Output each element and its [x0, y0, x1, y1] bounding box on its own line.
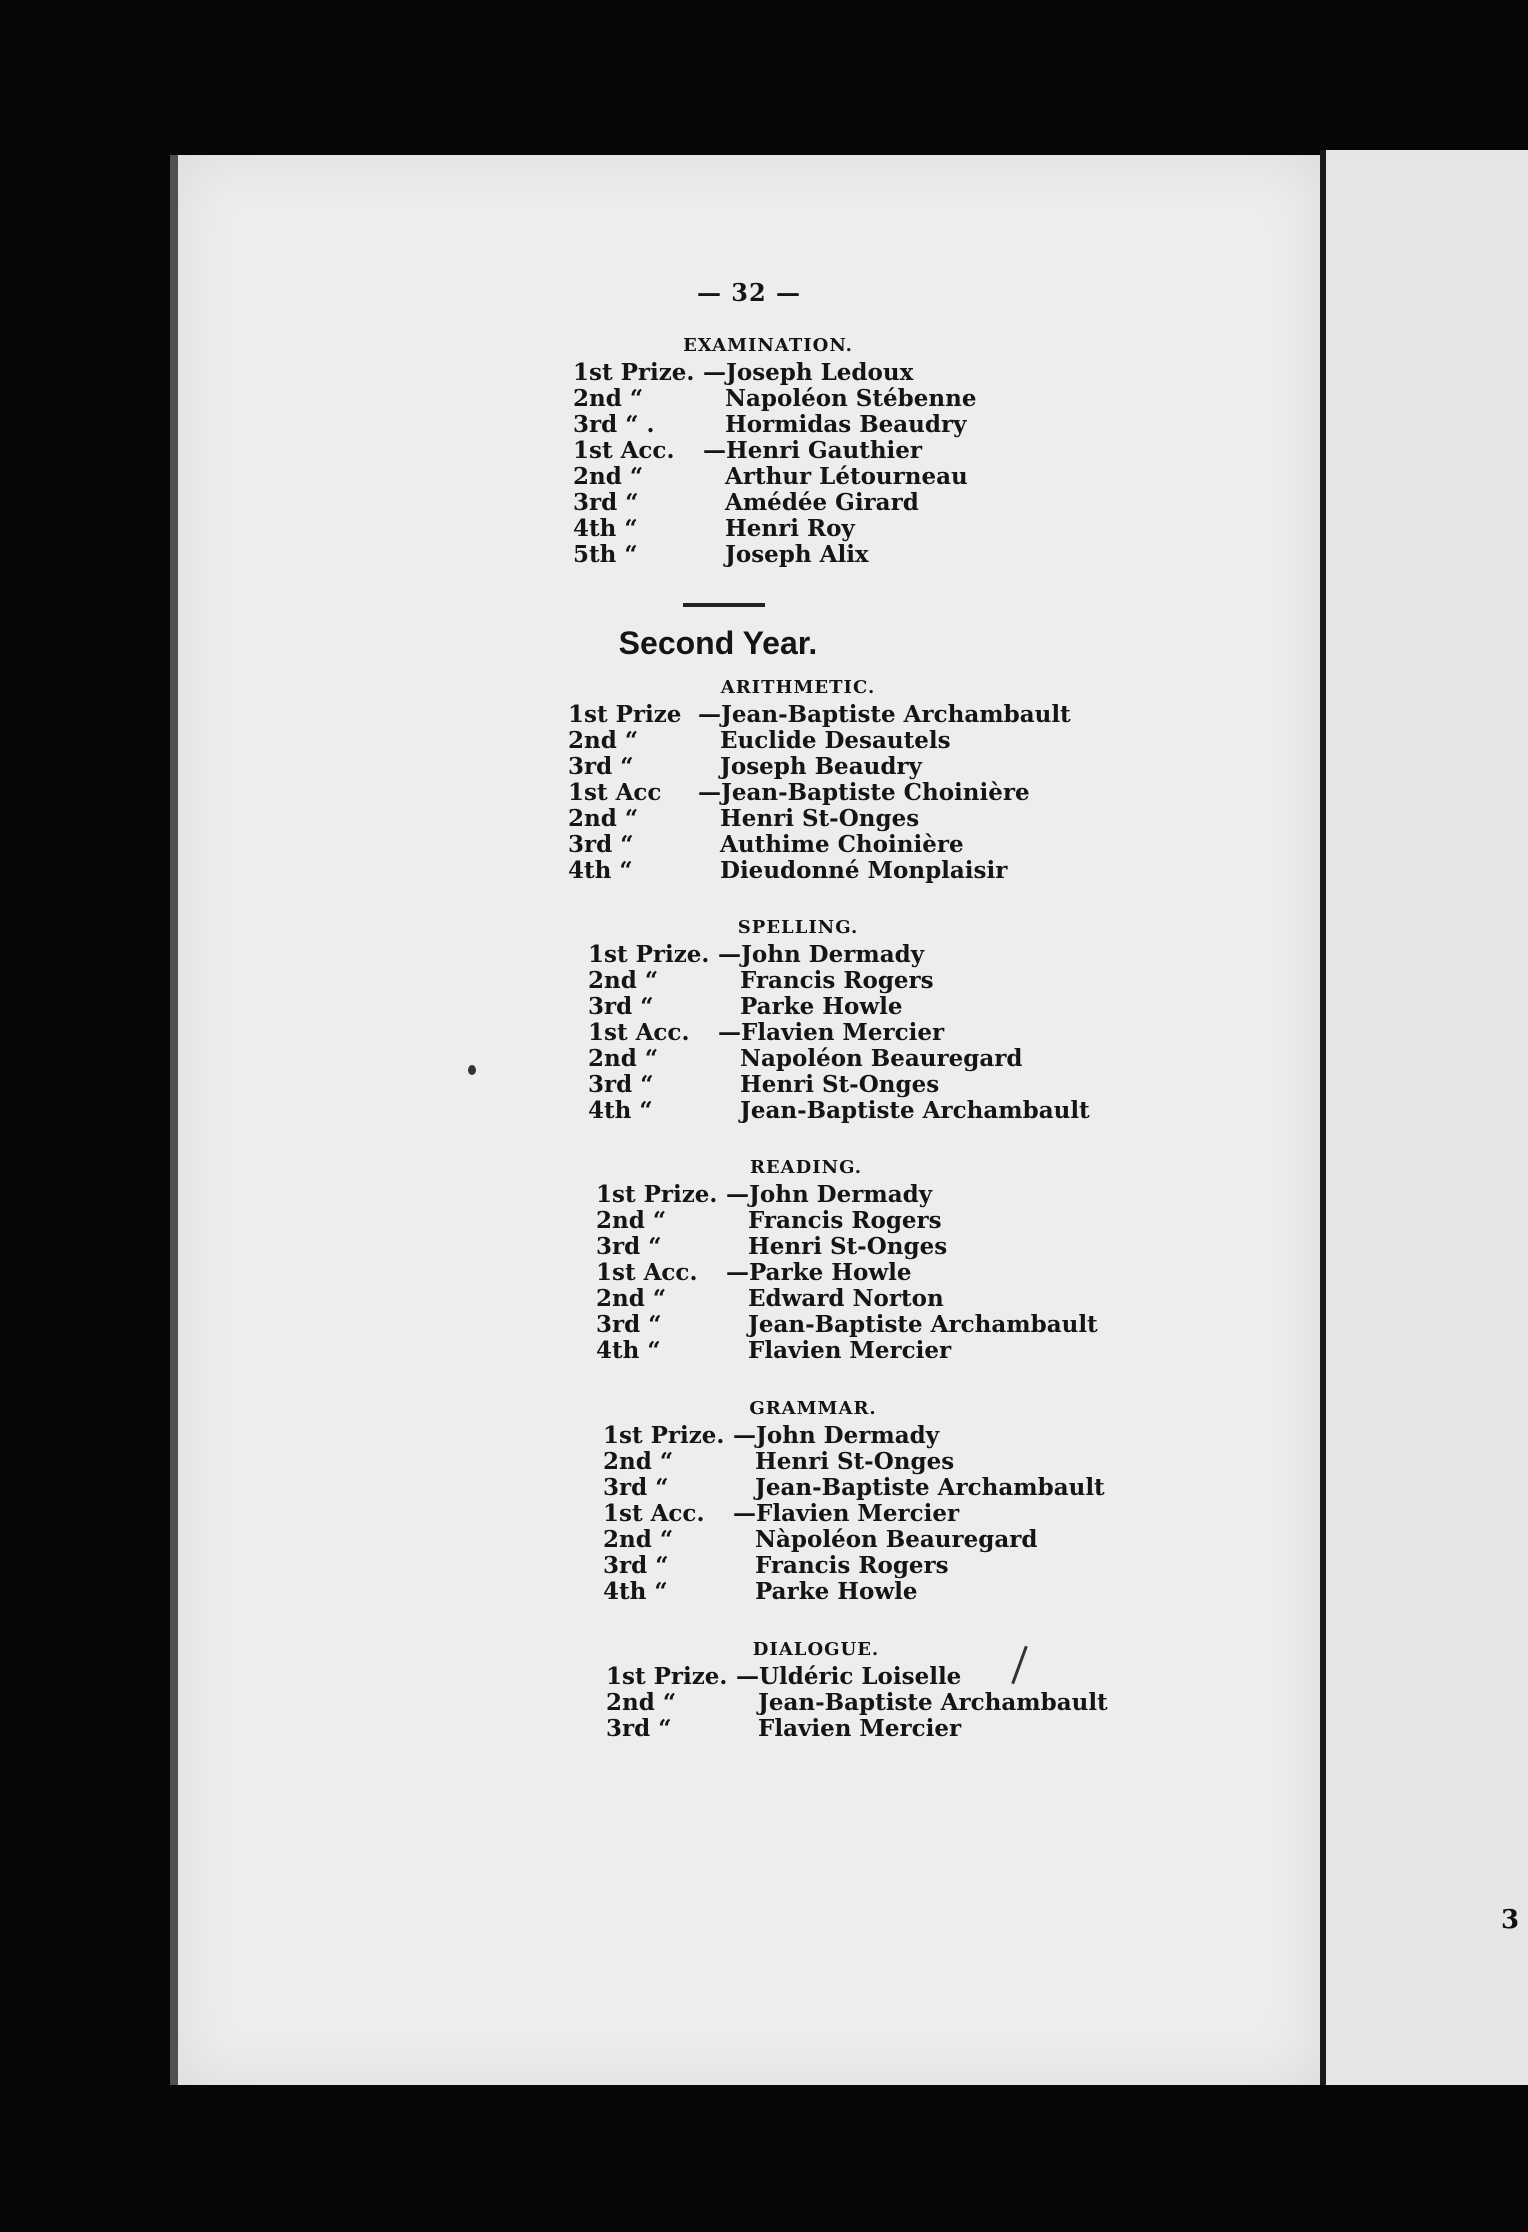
- student-name: Joseph Alix: [725, 541, 869, 568]
- student-name: Henri St-Onges: [740, 1071, 940, 1098]
- prize-row: [603, 1449, 1105, 1475]
- prize-rank: 2nd “: [603, 1526, 674, 1553]
- student-name: —John Dermady: [726, 1181, 933, 1208]
- student-name: —Uldéric Loiselle: [736, 1663, 962, 1690]
- section-reading: [596, 1157, 1098, 1364]
- prize-row: [588, 942, 1090, 968]
- student-name: Henri St-Onges: [755, 1448, 955, 1475]
- student-name: Henri St-Onges: [720, 805, 920, 832]
- student-name: Amédée Girard: [725, 489, 919, 516]
- adjacent-page: [1320, 150, 1528, 2085]
- prize-rank: 2nd “: [573, 463, 644, 490]
- prize-row: [568, 806, 1071, 832]
- student-name: Jean-Baptiste Archambault: [748, 1311, 1098, 1338]
- student-name: Parke Howle: [755, 1578, 918, 1605]
- student-name: Napoléon Beauregard: [740, 1045, 1023, 1072]
- prize-row: [573, 360, 976, 386]
- prize-rank: 1st Acc.: [573, 437, 675, 464]
- student-name: Edward Norton: [748, 1285, 944, 1312]
- prize-rank: 2nd “: [603, 1448, 674, 1475]
- prize-row: [568, 702, 1071, 728]
- student-name: Parke Howle: [740, 993, 903, 1020]
- prize-rank: 1st Prize.: [588, 941, 710, 968]
- prize-rank: 2nd “: [596, 1207, 667, 1234]
- prize-row: [588, 994, 1090, 1020]
- prize-row: [573, 516, 976, 542]
- student-name: —John Dermady: [718, 941, 925, 968]
- prize-rank: 2nd “: [606, 1689, 677, 1716]
- student-name: —John Dermady: [733, 1422, 940, 1449]
- prize-row: [603, 1475, 1105, 1501]
- prize-row: [568, 858, 1071, 884]
- prize-rank: 2nd “: [588, 1045, 659, 1072]
- prize-row: [568, 832, 1071, 858]
- prize-row: [588, 1046, 1090, 1072]
- prize-rank: 4th “: [596, 1337, 661, 1364]
- section-rows: [603, 1423, 1105, 1605]
- prize-rank: 3rd “: [606, 1715, 672, 1742]
- prize-rank: 3rd “: [596, 1233, 662, 1260]
- section-heading: GRAMMAR.: [749, 1398, 877, 1419]
- prize-row: [573, 464, 976, 490]
- section-heading: SPELLING.: [737, 917, 859, 938]
- section-heading: DIALOGUE.: [752, 1639, 880, 1660]
- student-name: Jean-Baptiste Archambault: [758, 1689, 1108, 1716]
- section-divider: [683, 603, 765, 607]
- prize-row: [596, 1286, 1098, 1312]
- section-arithmetic: [568, 677, 1071, 884]
- section-rows: [573, 360, 976, 568]
- prize-row: [568, 754, 1071, 780]
- prize-row: [596, 1182, 1098, 1208]
- student-name: Hormidas Beaudry: [725, 411, 967, 438]
- student-name: Arthur Létourneau: [725, 463, 968, 490]
- student-name: Euclide Desautels: [720, 727, 951, 754]
- prize-rank: 1st Prize.: [596, 1181, 718, 1208]
- year-title: Second Year.: [618, 625, 818, 661]
- prize-rank: 1st Prize.: [573, 359, 695, 386]
- prize-rank: 1st Prize: [568, 701, 682, 728]
- section-spelling: [588, 917, 1090, 1124]
- section-heading: ARITHMETIC.: [720, 677, 876, 698]
- section-rows: [588, 942, 1090, 1124]
- section-grammar: [603, 1398, 1105, 1605]
- prize-row: [588, 1020, 1090, 1046]
- prize-rank: 1st Acc: [568, 779, 662, 806]
- prize-row: [573, 386, 976, 412]
- prize-rank: 4th “: [588, 1097, 653, 1124]
- prize-row: [573, 490, 976, 516]
- student-name: Flavien Mercier: [758, 1715, 962, 1742]
- prize-rank: 3rd “: [588, 1071, 654, 1098]
- prize-rank: 4th “: [568, 857, 633, 884]
- prize-rank: 1st Acc.: [588, 1019, 690, 1046]
- prize-rank: 3rd “: [596, 1311, 662, 1338]
- student-name: Francis Rogers: [740, 967, 934, 994]
- student-name: Dieudonné Monplaisir: [720, 857, 1008, 884]
- prize-rank: 1st Acc.: [596, 1259, 698, 1286]
- prize-row: [596, 1260, 1098, 1286]
- student-name: —Flavien Mercier: [733, 1500, 960, 1527]
- section-rows: [596, 1182, 1098, 1364]
- prize-row: [596, 1312, 1098, 1338]
- prize-row: [596, 1208, 1098, 1234]
- prize-rank: 2nd “: [588, 967, 659, 994]
- prize-rank: 1st Prize.: [603, 1422, 725, 1449]
- section-rows: [606, 1664, 1108, 1742]
- student-name: Henri Roy: [725, 515, 855, 542]
- prize-rank: 2nd “: [568, 805, 639, 832]
- prize-row: [606, 1664, 1108, 1690]
- prize-rank: 4th “: [573, 515, 638, 542]
- prize-rank: 3rd “: [568, 831, 634, 858]
- student-name: —Jean-Baptiste Archambault: [698, 701, 1071, 728]
- page-number: — 32 —: [696, 278, 802, 307]
- prize-rank: 4th “: [603, 1578, 668, 1605]
- student-name: —Joseph Ledoux: [703, 359, 914, 386]
- prize-rank: 3rd “ .: [573, 411, 655, 438]
- prize-rank: 2nd “: [573, 385, 644, 412]
- student-name: Napoléon Stébenne: [725, 385, 977, 412]
- prize-row: [573, 438, 976, 464]
- prize-row: [603, 1527, 1105, 1553]
- prize-row: [573, 412, 976, 438]
- document-page: [170, 155, 1320, 2085]
- prize-rank: 3rd “: [573, 489, 639, 516]
- prize-row: [588, 1072, 1090, 1098]
- prize-rank: 5th “: [573, 541, 638, 568]
- student-name: —Jean-Baptiste Choinière: [698, 779, 1030, 806]
- student-name: Jean-Baptiste Archambault: [740, 1097, 1090, 1124]
- prize-row: [603, 1501, 1105, 1527]
- prize-rank: 3rd “: [568, 753, 634, 780]
- section-dialogue: [606, 1639, 1108, 1742]
- ink-dot: [468, 1065, 476, 1075]
- prize-rank: 2nd “: [596, 1285, 667, 1312]
- prize-row: [603, 1553, 1105, 1579]
- prize-row: [568, 780, 1071, 806]
- prize-row: [596, 1234, 1098, 1260]
- prize-rank: 3rd “: [588, 993, 654, 1020]
- prize-row: [573, 542, 976, 568]
- prize-row: [603, 1579, 1105, 1605]
- adjacent-page-number: 3: [1501, 1905, 1520, 1935]
- student-name: —Henri Gauthier: [703, 437, 923, 464]
- student-name: Francis Rogers: [755, 1552, 949, 1579]
- prize-row: [606, 1716, 1108, 1742]
- section-rows: [568, 702, 1071, 884]
- prize-rank: 1st Acc.: [603, 1500, 705, 1527]
- prize-row: [606, 1690, 1108, 1716]
- student-name: —Parke Howle: [726, 1259, 912, 1286]
- student-name: Joseph Beaudry: [720, 753, 922, 780]
- section-heading: EXAMINATION.: [683, 335, 853, 356]
- prize-rank: 2nd “: [568, 727, 639, 754]
- prize-row: [596, 1338, 1098, 1364]
- student-name: Henri St-Onges: [748, 1233, 948, 1260]
- student-name: —Flavien Mercier: [718, 1019, 945, 1046]
- section-heading: READING.: [749, 1157, 863, 1178]
- student-name: Nàpoléon Beauregard: [755, 1526, 1038, 1553]
- prize-rank: 3rd “: [603, 1474, 669, 1501]
- prize-row: [568, 728, 1071, 754]
- student-name: Francis Rogers: [748, 1207, 942, 1234]
- student-name: Authime Choinière: [720, 831, 964, 858]
- prize-row: [588, 1098, 1090, 1124]
- student-name: Flavien Mercier: [748, 1337, 952, 1364]
- prize-rank: 1st Prize.: [606, 1663, 728, 1690]
- prize-row: [588, 968, 1090, 994]
- prize-row: [603, 1423, 1105, 1449]
- prize-rank: 3rd “: [603, 1552, 669, 1579]
- section-examination: [573, 335, 976, 568]
- page-content: [178, 155, 1320, 2085]
- student-name: Jean-Baptiste Archambault: [755, 1474, 1105, 1501]
